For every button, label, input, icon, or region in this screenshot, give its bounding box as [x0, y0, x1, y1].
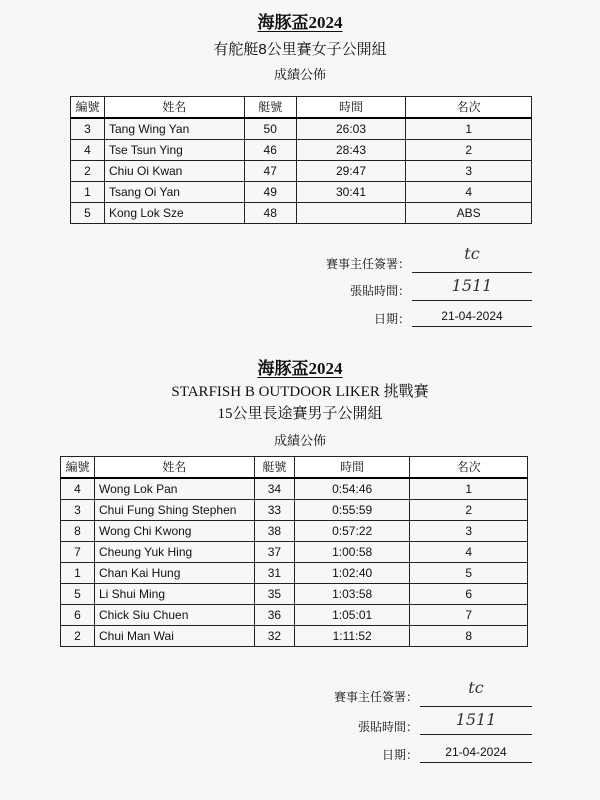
cell-rank: 4 [410, 542, 528, 563]
table-header-row [71, 97, 532, 119]
cell-number: 2 [71, 161, 105, 182]
col-header-time: 時間 [294, 457, 410, 479]
cell-rank: 8 [410, 626, 528, 647]
table-row [71, 161, 532, 182]
cell-rank: 3 [406, 161, 532, 182]
cell-time: 26:03 [296, 118, 406, 140]
section1-caption: 成績公佈 [273, 67, 326, 82]
section1-date-line [412, 306, 532, 327]
cell-rank: 3 [410, 521, 528, 542]
table-row [61, 478, 528, 500]
cell-number: 3 [61, 500, 95, 521]
table-row [71, 203, 532, 224]
col-header-number: 編號 [71, 97, 105, 119]
section1-results-table [70, 96, 532, 224]
section1-title: 海豚盃2024 [257, 13, 343, 32]
cell-number: 8 [61, 521, 95, 542]
section2-title: 海豚盃2024 [257, 359, 343, 378]
section2-posted-label-row [300, 718, 418, 740]
table-row [71, 140, 532, 161]
cell-rank: 4 [406, 182, 532, 203]
cell-boat: 38 [254, 521, 294, 542]
table-row [61, 626, 528, 647]
date-label: 日期： [381, 748, 418, 762]
cell-number: 5 [71, 203, 105, 224]
cell-time: 1:03:58 [294, 584, 410, 605]
cell-number: 7 [61, 542, 95, 563]
cell-boat: 50 [244, 118, 296, 140]
cell-name: Cheung Yuk Hing [94, 542, 254, 563]
cell-time: 29:47 [296, 161, 406, 182]
table-row [71, 182, 532, 203]
cell-boat: 33 [254, 500, 294, 521]
table-row [61, 521, 528, 542]
table-row [61, 584, 528, 605]
cell-boat: 37 [254, 542, 294, 563]
table-row [71, 118, 532, 140]
cell-rank: 1 [406, 118, 532, 140]
col-header-rank: 名次 [406, 97, 532, 119]
cell-number: 4 [71, 140, 105, 161]
col-header-boat: 艇號 [254, 457, 294, 479]
cell-number: 1 [61, 563, 95, 584]
cell-name: Chan Kai Hung [94, 563, 254, 584]
col-header-name: 姓名 [104, 97, 244, 119]
cell-time: 28:43 [296, 140, 406, 161]
section2-results-table [60, 456, 528, 647]
table-row [61, 500, 528, 521]
cell-time: 1:02:40 [294, 563, 410, 584]
cell-time: 0:54:46 [294, 478, 410, 500]
cell-name: Kong Lok Sze [104, 203, 244, 224]
section1-date-label-row [300, 310, 410, 332]
section2-date-line [420, 742, 532, 763]
cell-boat: 32 [254, 626, 294, 647]
section2-caption: 成績公佈 [273, 433, 326, 448]
section1-signature-label-row [300, 255, 410, 277]
cell-rank: 5 [410, 563, 528, 584]
cell-rank: 7 [410, 605, 528, 626]
handwritten-signature: tc [468, 678, 484, 697]
cell-name: Tsang Oi Yan [104, 182, 244, 203]
section1-posted-label-row [300, 282, 410, 304]
section1-signature-line [412, 244, 532, 273]
section2-posted-line [420, 710, 532, 735]
posted-time-value: 1511 [455, 710, 497, 729]
cell-number: 2 [61, 626, 95, 647]
cell-boat: 36 [254, 605, 294, 626]
cell-boat: 47 [244, 161, 296, 182]
cell-boat: 49 [244, 182, 296, 203]
table-row [61, 605, 528, 626]
cell-number: 6 [61, 605, 95, 626]
col-header-boat: 艇號 [244, 97, 296, 119]
table-header-row [61, 457, 528, 479]
cell-number: 3 [71, 118, 105, 140]
cell-rank: 2 [406, 140, 532, 161]
cell-name: Tang Wing Yan [104, 118, 244, 140]
cell-boat: 35 [254, 584, 294, 605]
signature-label: 賽事主任簽署： [333, 690, 418, 704]
handwritten-signature: tc [464, 244, 480, 263]
section1-posted-line [412, 276, 532, 301]
date-value: 21-04-2024 [445, 745, 507, 759]
cell-name: Wong Chi Kwong [94, 521, 254, 542]
cell-number: 4 [61, 478, 95, 500]
cell-boat: 31 [254, 563, 294, 584]
col-header-name: 姓名 [94, 457, 254, 479]
cell-time: 1:11:52 [294, 626, 410, 647]
section2-signature-label-row [300, 688, 418, 710]
cell-name: Chiu Oi Kwan [104, 161, 244, 182]
cell-boat: 34 [254, 478, 294, 500]
cell-time: 0:57:22 [294, 521, 410, 542]
cell-time: 1:00:58 [294, 542, 410, 563]
posted-time-label: 張貼時間： [349, 284, 410, 298]
cell-boat: 48 [244, 203, 296, 224]
cell-number: 5 [61, 584, 95, 605]
cell-name: Chui Fung Shing Stephen [94, 500, 254, 521]
col-header-time: 時間 [296, 97, 406, 119]
cell-name: Chui Man Wai [94, 626, 254, 647]
cell-name: Wong Lok Pan [94, 478, 254, 500]
date-value: 21-04-2024 [441, 309, 503, 323]
date-label: 日期： [373, 312, 410, 326]
cell-time: 30:41 [296, 182, 406, 203]
cell-name: Tse Tsun Ying [104, 140, 244, 161]
posted-time-label: 張貼時間： [357, 720, 418, 734]
cell-rank: 2 [410, 500, 528, 521]
cell-name: Chick Siu Chuen [94, 605, 254, 626]
section2-subtitle: STARFISH B OUTDOOR LIKER 挑戰賽 [171, 384, 429, 400]
section2-date-label-row [300, 746, 418, 768]
table-row [61, 542, 528, 563]
section1-subtitle: 有舵艇8公里賽女子公開組 [213, 41, 387, 58]
cell-name: Li Shui Ming [94, 584, 254, 605]
cell-time [296, 203, 406, 224]
table-row [61, 563, 528, 584]
section2-subtitle2: 15公里長途賽男子公開組 [217, 406, 383, 422]
signature-label: 賽事主任簽署： [325, 257, 410, 271]
col-header-number: 編號 [61, 457, 95, 479]
cell-time: 0:55:59 [294, 500, 410, 521]
cell-rank: 1 [410, 478, 528, 500]
cell-rank: ABS [406, 203, 532, 224]
cell-time: 1:05:01 [294, 605, 410, 626]
cell-number: 1 [71, 182, 105, 203]
cell-rank: 6 [410, 584, 528, 605]
section2-signature-line [420, 678, 532, 707]
col-header-rank: 名次 [410, 457, 528, 479]
posted-time-value: 1511 [451, 276, 493, 295]
cell-boat: 46 [244, 140, 296, 161]
